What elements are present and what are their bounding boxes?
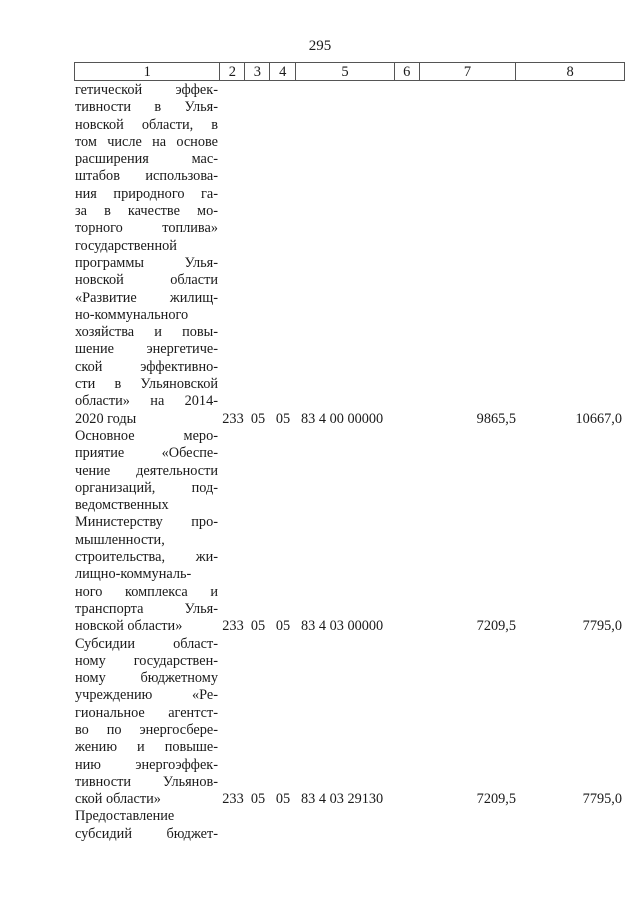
description-line: транспорта Улья- <box>75 600 218 617</box>
description-line: ному государствен- <box>75 652 218 669</box>
description-line: гетической эффек- <box>75 82 218 98</box>
description-line: нию энергоэффек- <box>75 756 218 773</box>
description-line: за в качестве мо- <box>75 203 218 220</box>
table-row <box>0 636 640 809</box>
cell-col-8: 7795,0 <box>582 791 622 808</box>
description-line: хозяйства и повы- <box>75 324 218 341</box>
cell-col-2: 233 <box>222 618 244 635</box>
description-line: сти в Ульяновской <box>75 376 218 393</box>
row-description <box>75 428 218 636</box>
description-line: шение энергетиче- <box>75 341 218 358</box>
description-line: ведомственных <box>75 497 169 514</box>
cell-col-4: 05 <box>275 618 291 635</box>
table-body <box>0 82 640 843</box>
description-line: субсидий бюджет- <box>75 825 218 842</box>
description-line: области» на 2014- <box>75 393 218 410</box>
description-line: торного топлива» <box>75 220 218 237</box>
description-line: новской области <box>75 272 218 289</box>
cell-col-2: 233 <box>222 410 244 427</box>
description-line: ного комплекса и <box>75 583 218 600</box>
description-line: штабов использова- <box>75 168 218 185</box>
description-line: государственной <box>75 237 177 254</box>
description-line: гиональное агентст- <box>75 704 218 721</box>
row-description <box>75 636 218 809</box>
row-description <box>75 808 218 843</box>
description-line: мышленности, <box>75 531 165 548</box>
description-line: строительства, жи- <box>75 549 218 566</box>
header-col-2: 2 <box>220 63 245 80</box>
header-col-1: 1 <box>75 63 220 80</box>
cell-col-5: 83 4 00 00000 <box>301 410 384 427</box>
row-values <box>0 791 640 808</box>
cell-col-4: 05 <box>275 791 291 808</box>
description-line: приятие «Обеспе- <box>75 445 218 462</box>
description-line: организаций, под- <box>75 479 218 496</box>
cell-col-5: 83 4 03 29130 <box>301 791 384 808</box>
description-line: расширения мас- <box>75 151 218 168</box>
table-header <box>74 62 625 81</box>
description-line: 2020 годы <box>75 410 137 427</box>
description-line: ской области» <box>75 791 161 808</box>
cell-col-8: 10667,0 <box>575 410 622 427</box>
row-values <box>0 411 640 428</box>
description-line: жению и повыше- <box>75 739 218 756</box>
description-line: во по энергосбере- <box>75 721 218 738</box>
description-line: Субсидии област- <box>75 635 218 652</box>
description-line: Основное меро- <box>75 427 218 444</box>
header-col-8: 8 <box>566 64 574 80</box>
description-line: учреждению «Ре- <box>75 687 218 704</box>
description-line: новской области, в <box>75 116 218 133</box>
header-col-4: 4 <box>270 63 296 80</box>
description-line: Предоставление <box>75 808 175 825</box>
table-row <box>0 428 640 636</box>
description-line: ния природного га- <box>75 185 218 202</box>
header-col-7: 7 <box>420 63 517 80</box>
description-line: тивности Ульянов- <box>75 773 218 790</box>
description-line: Министерству про- <box>75 514 218 531</box>
header-col-5: 5 <box>296 63 395 80</box>
cell-col-5: 83 4 03 00000 <box>301 618 384 635</box>
description-line: но-коммунального <box>75 306 189 323</box>
row-description <box>75 82 218 428</box>
description-line: том числе на основе <box>75 133 218 150</box>
row-values <box>0 618 640 635</box>
cell-col-7: 7209,5 <box>476 791 516 808</box>
description-line: лищно-коммуналь- <box>75 566 192 583</box>
cell-col-4: 05 <box>275 410 291 427</box>
description-line: «Развитие жилищ- <box>75 289 218 306</box>
description-line: программы Улья- <box>75 254 218 271</box>
cell-col-2: 233 <box>222 791 244 808</box>
description-line: тивности в Улья- <box>75 99 218 116</box>
cell-col-3: 05 <box>250 791 266 808</box>
cell-col-7: 9865,5 <box>476 410 516 427</box>
cell-col-8: 7795,0 <box>582 618 622 635</box>
description-line: ской эффективно- <box>75 358 218 375</box>
header-col-6: 6 <box>395 63 420 80</box>
cell-col-7: 7209,5 <box>476 618 516 635</box>
description-line: чение деятельности <box>75 462 218 479</box>
page-number: 295 <box>308 38 332 54</box>
table-row <box>0 808 640 843</box>
header-col-3: 3 <box>245 63 270 80</box>
table-row <box>0 82 640 428</box>
description-line: ному бюджетному <box>75 670 218 687</box>
cell-col-3: 05 <box>250 410 266 427</box>
description-line: новской области» <box>75 618 183 635</box>
cell-col-3: 05 <box>250 618 266 635</box>
